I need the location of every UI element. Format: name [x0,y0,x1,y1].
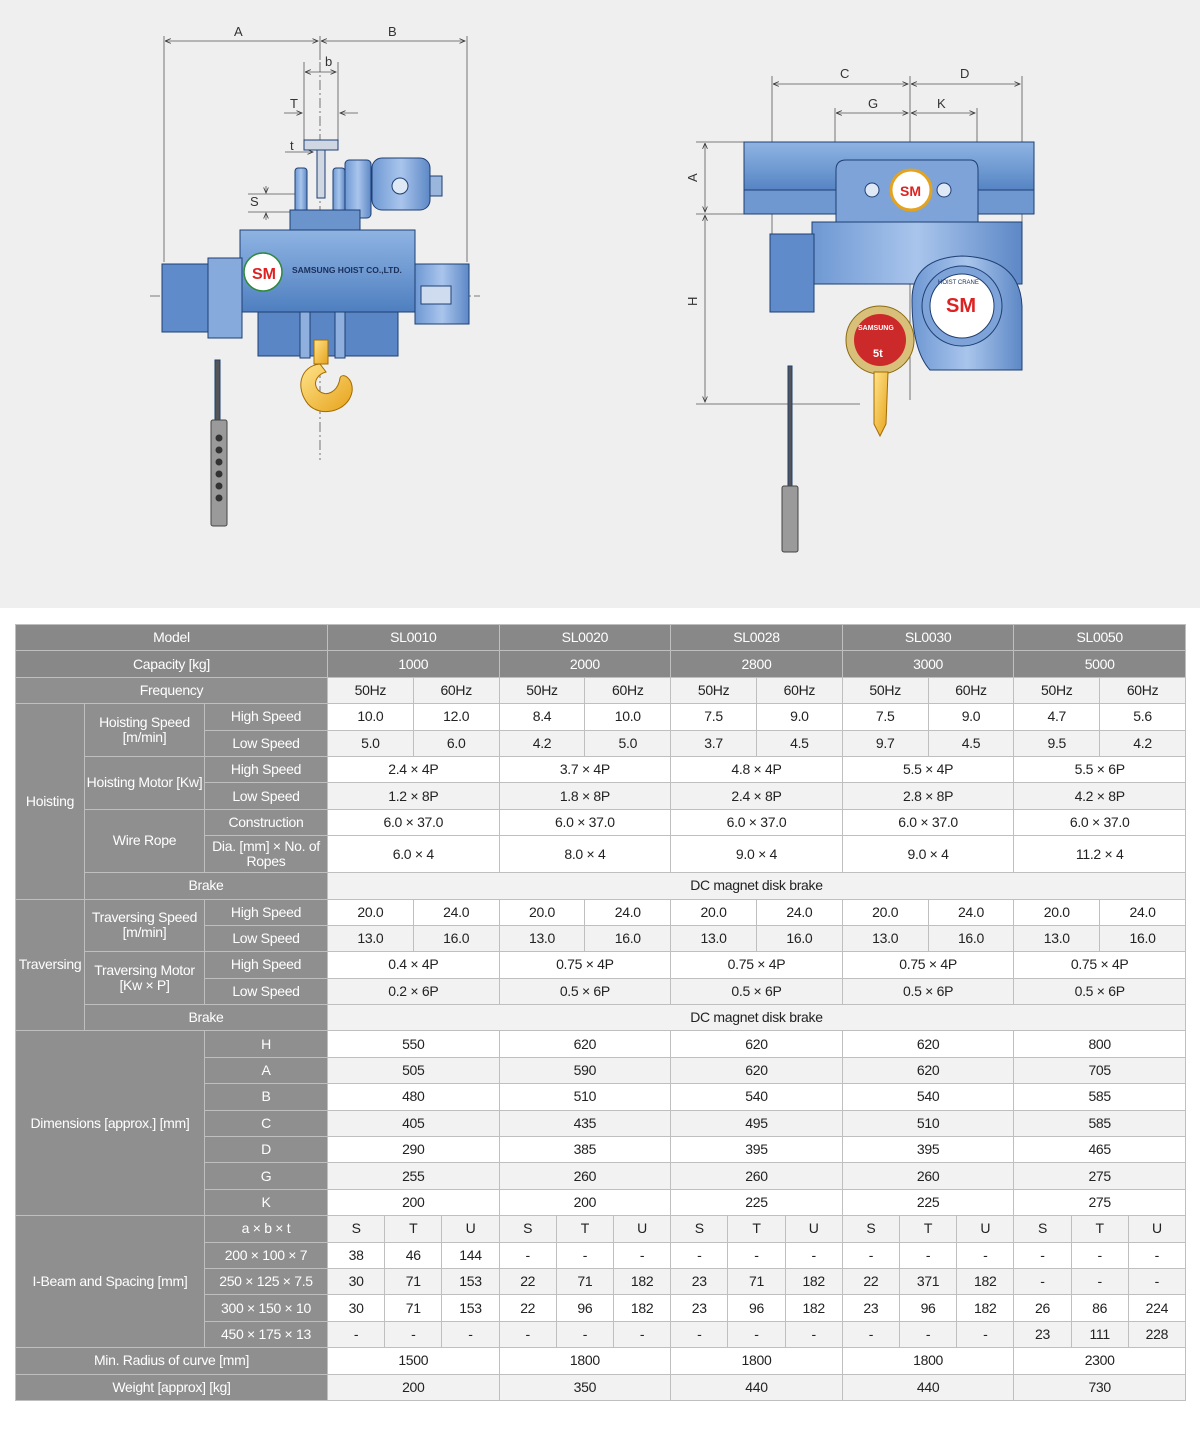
data-cell: 0.2 × 6P [328,978,500,1004]
data-cell: 290 [328,1137,500,1163]
model-label: Model [16,625,328,651]
data-cell: - [899,1242,956,1268]
data-cell: 395 [671,1137,843,1163]
data-cell: - [613,1242,670,1268]
row-trav-motor-high [16,952,1186,978]
low-speed-label: Low Speed [205,730,328,756]
data-cell: 225 [842,1189,1014,1215]
data-cell: 224 [1128,1295,1185,1321]
data-cell: 4.5 [756,730,842,756]
freq-cell: 60Hz [756,677,842,703]
data-cell: - [613,1321,670,1347]
data-cell: DC magnet disk brake [328,873,1186,899]
data-cell: 585 [1014,1110,1186,1136]
capacity-4: 3000 [842,651,1014,677]
ibeam-col-S: S [671,1216,728,1242]
dim-label-G: G [868,96,879,111]
high-speed-label: High Speed [205,899,328,925]
model-2: SL0020 [499,625,671,651]
data-cell: 71 [385,1295,442,1321]
data-cell: 16.0 [413,925,499,951]
data-cell: 540 [842,1084,1014,1110]
svg-text:SM: SM [252,266,276,283]
data-cell: - [499,1242,556,1268]
data-cell: 0.75 × 4P [1014,952,1186,978]
data-cell: 255 [328,1163,500,1189]
ibeam-header: a × b × t [205,1216,328,1242]
dim-key: G [205,1163,328,1189]
data-cell: 585 [1014,1084,1186,1110]
dimensions-label: Dimensions [approx.] [mm] [16,1031,205,1216]
ibeam-size: 450 × 175 × 13 [205,1321,328,1347]
ibeam-size: 300 × 150 × 10 [205,1295,328,1321]
hoisting-label: Hoisting [16,704,85,899]
row-trav-speed-high [16,899,1186,925]
dim-label-A: A [234,24,243,39]
ibeam-col-U: U [613,1216,670,1242]
data-cell: 2.4 × 8P [671,783,843,809]
data-cell: 405 [328,1110,500,1136]
data-cell: 86 [1071,1295,1128,1321]
wire-rope-label: Wire Rope [85,809,205,872]
ibeam-label: I-Beam and Spacing [mm] [16,1216,205,1348]
data-cell: 620 [671,1057,843,1083]
data-cell: 96 [728,1295,785,1321]
data-cell: 590 [499,1057,671,1083]
freq-cell: 50Hz [1014,677,1100,703]
data-cell: 24.0 [413,899,499,925]
data-cell: 71 [556,1268,613,1294]
data-cell: 22 [499,1268,556,1294]
weight-label: Weight [approx] [kg] [16,1374,328,1400]
data-cell: 20.0 [1014,899,1100,925]
data-cell: 3.7 [671,730,757,756]
ibeam-col-S: S [842,1216,899,1242]
capacity-1: 1000 [328,651,500,677]
data-cell: 144 [442,1242,499,1268]
data-cell: 182 [613,1268,670,1294]
data-cell: 38 [328,1242,385,1268]
data-cell: 385 [499,1137,671,1163]
data-cell: 260 [499,1163,671,1189]
data-cell: 200 [499,1189,671,1215]
data-cell: 0.5 × 6P [1014,978,1186,1004]
svg-text:SM: SM [900,183,921,199]
ibeam-col-T: T [556,1216,613,1242]
construction-label: Construction [205,809,328,835]
data-cell: 440 [842,1374,1014,1400]
svg-text:5t: 5t [873,348,883,360]
data-cell: 30 [328,1268,385,1294]
data-cell: 6.0 × 37.0 [499,809,671,835]
data-cell: 6.0 × 37.0 [328,809,500,835]
data-cell: 1800 [499,1348,671,1374]
data-cell: 0.75 × 4P [842,952,1014,978]
data-cell: - [442,1321,499,1347]
data-cell: 0.5 × 6P [499,978,671,1004]
data-cell: DC magnet disk brake [328,1005,1186,1031]
capacity-badge [854,314,906,366]
data-cell: 111 [1071,1321,1128,1347]
data-cell: - [556,1242,613,1268]
data-cell: 24.0 [1100,899,1186,925]
data-cell: - [1128,1242,1185,1268]
data-cell: - [728,1242,785,1268]
data-cell: 4.5 [928,730,1014,756]
data-cell: 46 [385,1242,442,1268]
data-cell: 13.0 [842,925,928,951]
freq-cell: 50Hz [842,677,928,703]
data-cell: 435 [499,1110,671,1136]
dim-key: A [205,1057,328,1083]
data-cell: 22 [842,1268,899,1294]
data-cell: 13.0 [671,925,757,951]
data-cell: 6.0 × 37.0 [1014,809,1186,835]
data-cell: 440 [671,1374,843,1400]
data-cell: 0.75 × 4P [671,952,843,978]
high-speed-label: High Speed [205,756,328,782]
data-cell: 2.8 × 8P [842,783,1014,809]
data-cell: - [842,1321,899,1347]
ibeam-col-S: S [328,1216,385,1242]
data-cell: 96 [556,1295,613,1321]
ibeam-col-U: U [442,1216,499,1242]
data-cell: 620 [842,1031,1014,1057]
company-plate: SAMSUNG HOIST CO.,LTD. [292,265,402,275]
data-cell: 9.7 [842,730,928,756]
data-cell: 9.0 [928,704,1014,730]
data-cell: 6.0 [413,730,499,756]
row-frequency [16,677,1186,703]
low-speed-label: Low Speed [205,978,328,1004]
brake-label: Brake [85,873,328,899]
freq-cell: 50Hz [671,677,757,703]
svg-text:HOIST CRANE: HOIST CRANE [938,280,979,286]
data-cell: 260 [671,1163,843,1189]
data-cell: 350 [499,1374,671,1400]
row-dim-H [16,1031,1186,1057]
data-cell: 20.0 [499,899,585,925]
data-cell: 200 [328,1374,500,1400]
data-cell: 7.5 [671,704,757,730]
data-cell: 228 [1128,1321,1185,1347]
data-cell: 182 [785,1295,842,1321]
data-cell: 4.8 × 4P [671,756,843,782]
traversing-label: Traversing [16,899,85,1031]
ibeam-size: 250 × 125 × 7.5 [205,1268,328,1294]
dim-label-B: B [388,24,397,39]
high-speed-label: High Speed [205,704,328,730]
data-cell: - [1014,1268,1071,1294]
data-cell: 371 [899,1268,956,1294]
data-cell: 0.5 × 6P [842,978,1014,1004]
data-cell: - [1071,1242,1128,1268]
data-cell: 620 [499,1031,671,1057]
data-cell: 4.2 [1100,730,1186,756]
dim-label-A-side: A [685,173,700,182]
row-hoist-speed-high [16,704,1186,730]
data-cell: 510 [842,1110,1014,1136]
data-cell: 16.0 [928,925,1014,951]
data-cell: - [1128,1268,1185,1294]
data-cell: 2.4 × 4P [328,756,500,782]
ibeam-col-U: U [957,1216,1014,1242]
data-cell: 0.75 × 4P [499,952,671,978]
ibeam-col-T: T [385,1216,442,1242]
capacity-3: 2800 [671,651,843,677]
freq-cell: 50Hz [328,677,414,703]
data-cell: 16.0 [756,925,842,951]
dim-label-T: T [290,96,298,111]
data-cell: 480 [328,1084,500,1110]
data-cell: 11.2 × 4 [1014,836,1186,873]
data-cell: 13.0 [1014,925,1100,951]
data-cell: 9.0 × 4 [842,836,1014,873]
data-cell: 510 [499,1084,671,1110]
data-cell: 30 [328,1295,385,1321]
data-cell: - [785,1321,842,1347]
data-cell: 13.0 [328,925,414,951]
ibeam-col-U: U [1128,1216,1185,1242]
svg-text:SAMSUNG: SAMSUNG [858,325,894,332]
data-cell: 182 [957,1295,1014,1321]
data-cell: 5.6 [1100,704,1186,730]
diagram-area [0,0,1200,608]
freq-cell: 60Hz [585,677,671,703]
ibeam-col-T: T [728,1216,785,1242]
low-speed-label: Low Speed [205,783,328,809]
data-cell: - [899,1321,956,1347]
data-cell: 200 [328,1189,500,1215]
ibeam-col-T: T [899,1216,956,1242]
data-cell: 5.5 × 4P [842,756,1014,782]
data-cell: 5.0 [585,730,671,756]
data-cell: 8.0 × 4 [499,836,671,873]
data-cell: - [1071,1268,1128,1294]
freq-cell: 60Hz [1100,677,1186,703]
dim-key: K [205,1189,328,1215]
front-hoist [162,140,469,526]
dim-label-K: K [937,96,946,111]
row-capacity [16,651,1186,677]
data-cell: 620 [842,1057,1014,1083]
dim-label-t: t [290,138,294,153]
data-cell: 23 [1014,1321,1071,1347]
data-cell: - [499,1321,556,1347]
frequency-label: Frequency [16,677,328,703]
data-cell: 730 [1014,1374,1186,1400]
data-cell: - [842,1242,899,1268]
capacity-5: 5000 [1014,651,1186,677]
data-cell: 153 [442,1268,499,1294]
data-cell: 225 [671,1189,843,1215]
data-cell: 6.0 × 37.0 [842,809,1014,835]
data-cell: - [671,1321,728,1347]
dim-label-S: S [250,194,259,209]
capacity-2: 2000 [499,651,671,677]
model-1: SL0010 [328,625,500,651]
dim-label-H: H [685,296,700,306]
data-cell: - [671,1242,728,1268]
dim-key: D [205,1137,328,1163]
data-cell: 8.4 [499,704,585,730]
dim-label-b: b [325,54,333,69]
row-rope-construction [16,809,1186,835]
data-cell: 71 [728,1268,785,1294]
ibeam-col-S: S [499,1216,556,1242]
spec-table [15,624,1186,1401]
traversing-motor-label: Traversing Motor [Kw × P] [85,952,205,1005]
row-weight [16,1374,1186,1400]
data-cell: 5.5 × 6P [1014,756,1186,782]
radius-label: Min. Radius of curve [mm] [16,1348,328,1374]
data-cell: 12.0 [413,704,499,730]
data-cell: 24.0 [585,899,671,925]
freq-cell: 60Hz [928,677,1014,703]
data-cell: 16.0 [585,925,671,951]
data-cell: 4.7 [1014,704,1100,730]
data-cell: - [957,1242,1014,1268]
row-ibeam-header [16,1216,1186,1242]
data-cell: - [728,1321,785,1347]
row-hoist-brake [16,873,1186,899]
data-cell: 7.5 [842,704,928,730]
data-cell: 1.8 × 8P [499,783,671,809]
data-cell: 6.0 × 4 [328,836,500,873]
data-cell: 1800 [842,1348,1014,1374]
ibeam-size: 200 × 100 × 7 [205,1242,328,1268]
data-cell: 505 [328,1057,500,1083]
brake-label: Brake [85,1005,328,1031]
dim-label-D: D [960,66,970,81]
data-cell: 153 [442,1295,499,1321]
freq-cell: 60Hz [413,677,499,703]
data-cell: 9.0 [756,704,842,730]
data-cell: 800 [1014,1031,1186,1057]
row-min-radius [16,1348,1186,1374]
data-cell: 0.5 × 6P [671,978,843,1004]
data-cell: 182 [957,1268,1014,1294]
data-cell: 1800 [671,1348,843,1374]
data-cell: - [1014,1242,1071,1268]
data-cell: 260 [842,1163,1014,1189]
data-cell: 2300 [1014,1348,1186,1374]
data-cell: 182 [785,1268,842,1294]
data-cell: - [785,1242,842,1268]
row-model [16,625,1186,651]
dim-label-C: C [840,66,850,81]
data-cell: 4.2 [499,730,585,756]
data-cell: 540 [671,1084,843,1110]
data-cell: - [328,1321,385,1347]
data-cell: 1.2 × 8P [328,783,500,809]
data-cell: 275 [1014,1189,1186,1215]
row-trav-brake [16,1005,1186,1031]
data-cell: 1500 [328,1348,500,1374]
front-logo-icon [244,253,282,291]
data-cell: 0.4 × 4P [328,952,500,978]
data-cell: 705 [1014,1057,1186,1083]
data-cell: 3.7 × 4P [499,756,671,782]
data-cell: 26 [1014,1295,1071,1321]
ibeam-col-T: T [1071,1216,1128,1242]
data-cell: 620 [671,1031,843,1057]
model-4: SL0030 [842,625,1014,651]
row-hoist-motor-high [16,756,1186,782]
ibeam-col-S: S [1014,1216,1071,1242]
model-5: SL0050 [1014,625,1186,651]
data-cell: 23 [671,1268,728,1294]
data-cell: 71 [385,1268,442,1294]
data-cell: 395 [842,1137,1014,1163]
data-cell: 20.0 [328,899,414,925]
low-speed-label: Low Speed [205,925,328,951]
data-cell: 10.0 [585,704,671,730]
model-3: SL0028 [671,625,843,651]
dim-key: B [205,1084,328,1110]
data-cell: 182 [613,1295,670,1321]
data-cell: 20.0 [842,899,928,925]
data-cell: 16.0 [1100,925,1186,951]
data-cell: 6.0 × 37.0 [671,809,843,835]
dim-key: H [205,1031,328,1057]
data-cell: 465 [1014,1137,1186,1163]
data-cell: 13.0 [499,925,585,951]
data-cell: 96 [899,1295,956,1321]
hoisting-speed-label: Hoisting Speed [m/min] [85,704,205,757]
data-cell: 550 [328,1031,500,1057]
data-cell: 24.0 [756,899,842,925]
high-speed-label: High Speed [205,952,328,978]
hoisting-motor-label: Hoisting Motor [Kw] [85,756,205,809]
data-cell: 495 [671,1110,843,1136]
data-cell: 23 [842,1295,899,1321]
capacity-label: Capacity [kg] [16,651,328,677]
data-cell: 9.5 [1014,730,1100,756]
data-cell: 9.0 × 4 [671,836,843,873]
data-cell: - [385,1321,442,1347]
dia-label: Dia. [mm] × No. of Ropes [205,836,328,873]
data-cell: 20.0 [671,899,757,925]
data-cell: 4.2 × 8P [1014,783,1186,809]
data-cell: 5.0 [328,730,414,756]
data-cell: 10.0 [328,704,414,730]
data-cell: - [957,1321,1014,1347]
svg-text:SM: SM [946,295,976,317]
data-cell: 24.0 [928,899,1014,925]
data-cell: 22 [499,1295,556,1321]
hoist-drawings [0,0,1200,608]
ibeam-col-U: U [785,1216,842,1242]
data-cell: - [556,1321,613,1347]
dim-key: C [205,1110,328,1136]
traversing-speed-label: Traversing Speed [m/min] [85,899,205,952]
data-cell: 23 [671,1295,728,1321]
freq-cell: 50Hz [499,677,585,703]
data-cell: 275 [1014,1163,1186,1189]
